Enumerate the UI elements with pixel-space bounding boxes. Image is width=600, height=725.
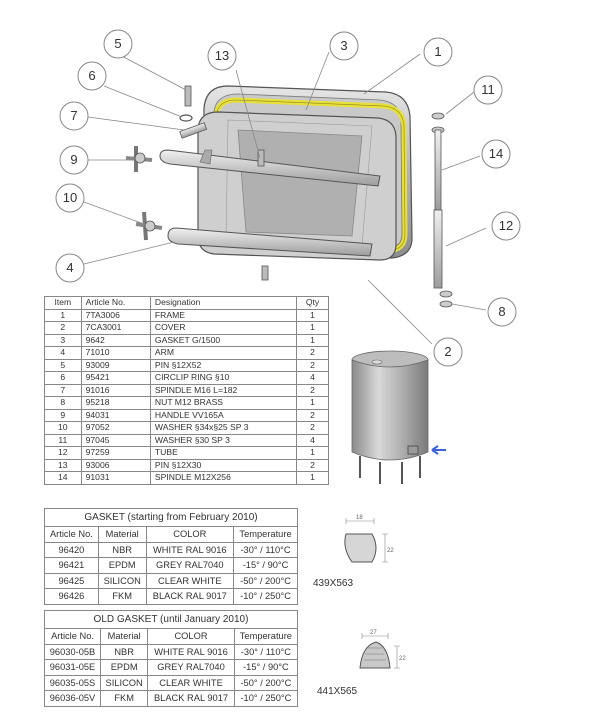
cell-article-no: 97052 [81, 422, 150, 435]
cell-item: 14 [45, 472, 82, 485]
cell-article-no: 96420 [45, 542, 99, 558]
callout-5: 5 [114, 36, 122, 51]
header-qty: Qty [297, 297, 329, 310]
cell-item: 5 [45, 359, 82, 372]
pin-13-part [258, 150, 264, 166]
cell-article-no: 96425 [45, 573, 99, 589]
callout-8: 8 [498, 304, 506, 319]
cell-designation: GASKET G/1500 [150, 334, 296, 347]
cell-temperature: -10° / 250°C [234, 589, 298, 605]
table-row [45, 573, 298, 589]
table-row [45, 558, 298, 574]
cell-qty: 2 [297, 422, 329, 435]
location-arrow-icon [432, 446, 446, 454]
new-gasket-profile [345, 515, 394, 562]
cell-material: EPDM [98, 558, 146, 574]
cell-article-no: 95218 [81, 397, 150, 410]
cell-designation: ARM [150, 347, 296, 360]
cell-material: FKM [98, 589, 146, 605]
cell-article-no: 97259 [81, 447, 150, 460]
callout-9: 9 [70, 152, 78, 167]
cell-temperature: -10° / 250°C [234, 691, 297, 707]
callout-4: 4 [66, 260, 74, 275]
cell-temperature: -50° / 200°C [234, 675, 297, 691]
parts-list-table [44, 296, 329, 485]
old-profile-height-dim: 22 [399, 656, 406, 662]
cell-item: 3 [45, 334, 82, 347]
cell-material: NBR [98, 542, 146, 558]
gasket-table-old [44, 610, 298, 707]
cell-material: SILICON [98, 573, 146, 589]
cell-designation: SPINDLE M12X256 [150, 472, 296, 485]
old-profile-width-dim: 27 [370, 630, 377, 636]
cell-qty: 1 [297, 322, 329, 335]
cell-qty: 4 [297, 372, 329, 385]
table-row [45, 472, 329, 485]
cell-color: GREY RAL7040 [148, 660, 235, 676]
callout-13: 13 [214, 48, 230, 63]
cell-designation: COVER [150, 322, 296, 335]
cell-article-no: 7CA3001 [81, 322, 150, 335]
cell-qty: 1 [297, 309, 329, 322]
cell-item: 6 [45, 372, 82, 385]
cell-article-no: 95421 [81, 372, 150, 385]
cell-qty: 1 [297, 334, 329, 347]
cell-item: 9 [45, 409, 82, 422]
cell-designation: FRAME [150, 309, 296, 322]
table-row [45, 434, 329, 447]
table-row [45, 359, 329, 372]
cell-item: 4 [45, 347, 82, 360]
table-row [45, 447, 329, 460]
new-profile-width-dim: 18 [356, 515, 363, 521]
cell-color: BLACK RAL 9017 [146, 589, 234, 605]
cell-article-no: 96036-05V [45, 691, 101, 707]
table-row [45, 397, 329, 410]
cell-article-no: 7TA3006 [81, 309, 150, 322]
cell-qty: 2 [297, 347, 329, 360]
cell-designation: PIN §12X52 [150, 359, 296, 372]
cell-item: 11 [45, 434, 82, 447]
cell-article-no: 97045 [81, 434, 150, 447]
cell-item: 8 [45, 397, 82, 410]
cell-temperature: -15° / 90°C [234, 660, 297, 676]
cell-article-no: 91031 [81, 472, 150, 485]
cell-designation: TUBE [150, 447, 296, 460]
cell-qty: 1 [297, 472, 329, 485]
table-row [45, 309, 329, 322]
cell-designation: NUT M12 BRASS [150, 397, 296, 410]
pin-5-part [185, 86, 191, 106]
header-temperature: Temperature [234, 629, 297, 645]
callout-2: 2 [444, 344, 452, 359]
cell-qty: 4 [297, 434, 329, 447]
cell-article-no: 96031-05E [45, 660, 101, 676]
spindle-14-part [432, 113, 444, 210]
old-gasket-profile [360, 630, 406, 668]
cell-material: FKM [101, 691, 148, 707]
callout-11: 11 [481, 82, 495, 97]
cell-color: CLEAR WHITE [146, 573, 234, 589]
cell-article-no: 94031 [81, 409, 150, 422]
old-gasket-table-header-row [45, 629, 298, 645]
cell-qty: 2 [297, 409, 329, 422]
header-article-no: Article No. [45, 629, 101, 645]
callout-3: 3 [340, 38, 348, 53]
cell-color: CLEAR WHITE [148, 675, 235, 691]
table-row [45, 675, 298, 691]
table-row [45, 334, 329, 347]
callout-12: 12 [498, 218, 514, 233]
handle-9-part [126, 146, 152, 172]
header-color: COLOR [146, 527, 234, 543]
gasket-table-caption: GASKET (starting from February 2010) [45, 509, 298, 527]
cell-qty: 2 [297, 459, 329, 472]
cell-color: BLACK RAL 9017 [148, 691, 235, 707]
callout-6: 6 [88, 68, 96, 83]
table-row [45, 660, 298, 676]
cell-item: 13 [45, 459, 82, 472]
cell-article-no: 93006 [81, 459, 150, 472]
table-row [45, 589, 298, 605]
table-row [45, 422, 329, 435]
cell-color: WHITE RAL 9016 [148, 644, 235, 660]
table-row [45, 384, 329, 397]
header-material: Material [101, 629, 148, 645]
gasket-table-current [44, 508, 298, 605]
table-row [45, 644, 298, 660]
gasket-table-header-row [45, 527, 298, 543]
cell-qty: 1 [297, 447, 329, 460]
cell-article-no: 96421 [45, 558, 99, 574]
table-row [45, 372, 329, 385]
parts-table-header-row [45, 297, 329, 310]
cell-designation: WASHER §34x§25 SP 3 [150, 422, 296, 435]
header-material: Material [98, 527, 146, 543]
table-row [45, 691, 298, 707]
cell-item: 2 [45, 322, 82, 335]
cell-item: 10 [45, 422, 82, 435]
cell-qty: 1 [297, 397, 329, 410]
cell-designation: HANDLE VV165A [150, 409, 296, 422]
old-gasket-table-caption: OLD GASKET (until January 2010) [45, 611, 298, 629]
cell-article-no: 96426 [45, 589, 99, 605]
cell-material: SILICON [101, 675, 148, 691]
cell-article-no: 9642 [81, 334, 150, 347]
table-row [45, 322, 329, 335]
callout-10: 10 [62, 190, 78, 205]
cell-material: NBR [101, 644, 148, 660]
cell-article-no: 96035-05S [45, 675, 101, 691]
header-item: Item [45, 297, 82, 310]
cell-item: 12 [45, 447, 82, 460]
cell-qty: 2 [297, 384, 329, 397]
callout-14: 14 [488, 146, 504, 161]
cell-designation: SPINDLE M16 L=182 [150, 384, 296, 397]
table-row [45, 409, 329, 422]
cell-item: 1 [45, 309, 82, 322]
callout-1: 1 [434, 44, 442, 59]
table-row [45, 542, 298, 558]
tank-illustration [352, 351, 428, 484]
callout-7: 7 [70, 108, 78, 123]
header-designation: Designation [150, 297, 296, 310]
cell-article-no: 71010 [81, 347, 150, 360]
cell-item: 7 [45, 384, 82, 397]
tube-12-part [434, 210, 452, 307]
cell-temperature: -30° / 110°C [234, 542, 298, 558]
cell-color: GREY RAL7040 [146, 558, 234, 574]
cell-designation: CIRCLIP RING §10 [150, 372, 296, 385]
table-row [45, 459, 329, 472]
new-profile-height-dim: 22 [387, 548, 394, 554]
cell-article-no: 96030-05B [45, 644, 101, 660]
circlip-6-part [180, 115, 192, 121]
header-color: COLOR [148, 629, 235, 645]
cell-designation: WASHER §30 SP 3 [150, 434, 296, 447]
new-gasket-size-label: 439X563 [313, 578, 354, 589]
table-row [45, 347, 329, 360]
cell-temperature: -15° / 90°C [234, 558, 298, 574]
handle-10-part [136, 212, 162, 240]
old-gasket-size-label: 441X565 [317, 686, 358, 697]
header-article-no: Article No. [81, 297, 150, 310]
cell-temperature: -30° / 110°C [234, 644, 297, 660]
cell-color: WHITE RAL 9016 [146, 542, 234, 558]
cell-article-no: 93009 [81, 359, 150, 372]
header-temperature: Temperature [234, 527, 298, 543]
cell-designation: PIN §12X30 [150, 459, 296, 472]
cell-qty: 2 [297, 359, 329, 372]
cell-temperature: -50° / 200°C [234, 573, 298, 589]
cell-material: EPDM [101, 660, 148, 676]
cell-article-no: 91016 [81, 384, 150, 397]
header-article-no: Article No. [45, 527, 99, 543]
